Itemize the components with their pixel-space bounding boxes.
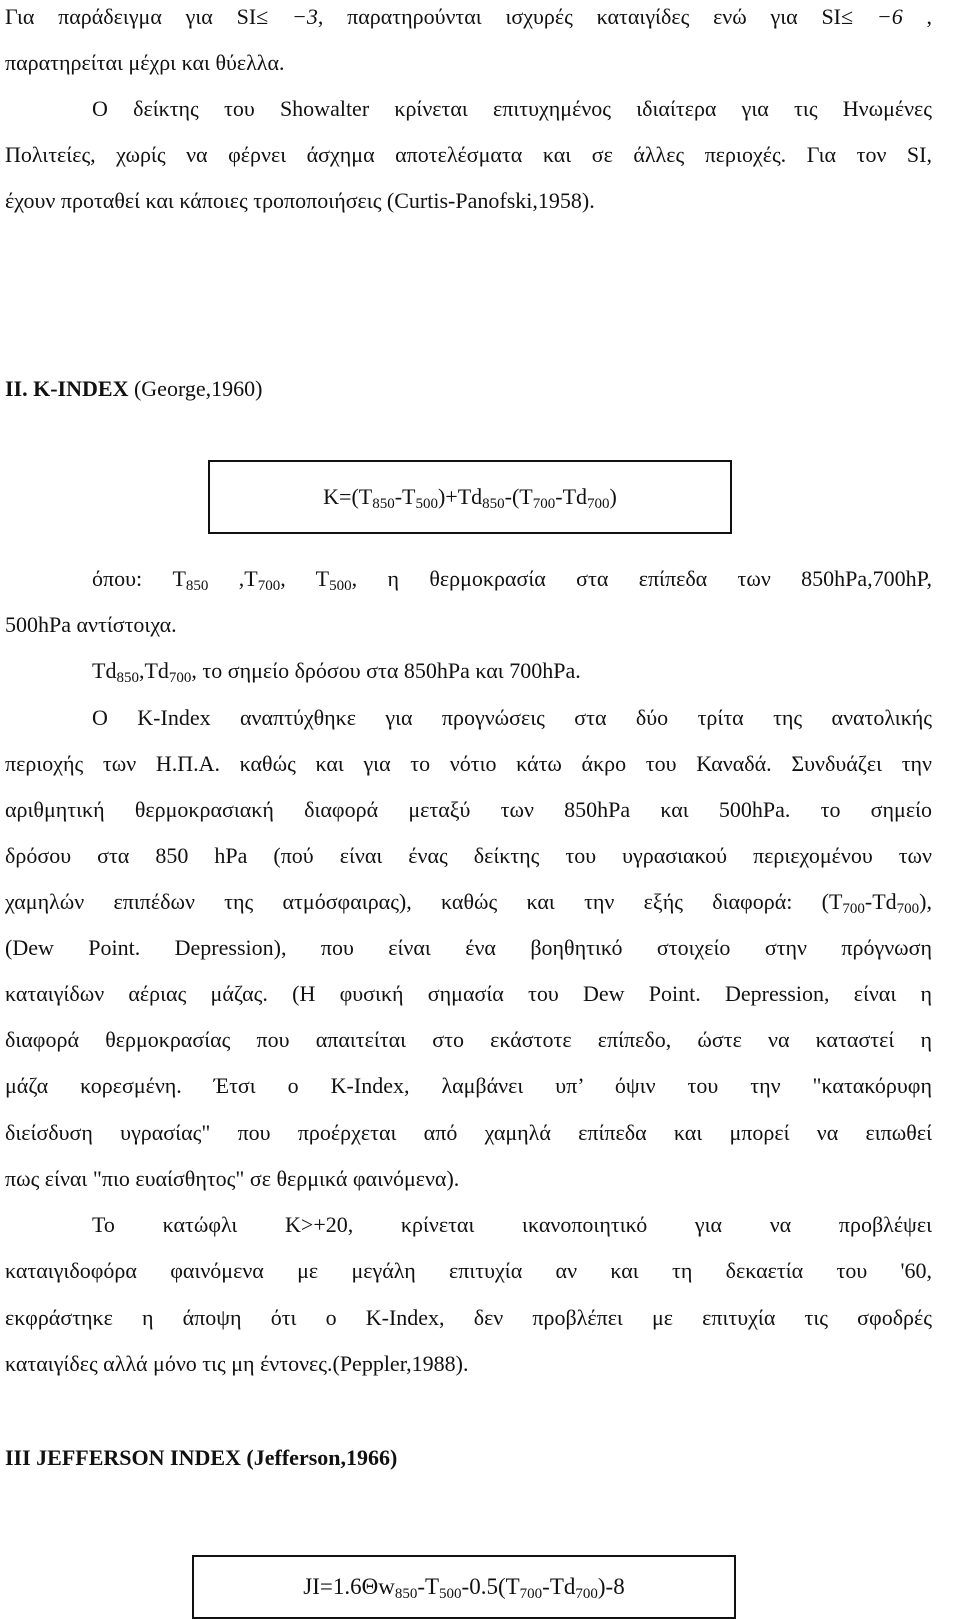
math-value: −3	[268, 4, 318, 29]
text-fragment: όπου: T	[92, 566, 186, 591]
subscript: 700	[168, 670, 192, 686]
text-fragment: Για παράδειγμα για SI	[5, 4, 257, 29]
formula	[303, 1574, 624, 1600]
formula-part: -(T	[504, 484, 533, 509]
text-fragment: , η θερμοκρασία στα επίπεδα των 850hPa,700hP,	[351, 566, 932, 591]
text-fragment: , παρατηρούνται ισχυρές καταιγίδες ενώ για SI	[317, 4, 842, 29]
formula	[323, 484, 617, 510]
subscript: 850	[185, 578, 209, 594]
formula-part: -Td	[542, 1574, 576, 1599]
text-line: καταιγιδοφόρα φαινόμενα με μεγάλη επιτυχία αν και τη δεκαετία του '60,	[5, 1258, 932, 1283]
text-line: Το κατώφλι K>+20, κρίνεται ικανοποιητικό για να προβλέψει	[92, 1212, 932, 1237]
formula-part: -T	[417, 1574, 440, 1599]
text-fragment: -Td	[864, 889, 897, 914]
text-fragment: , το σημείο δρόσου στα 850hPa και 700hPa.	[191, 658, 581, 683]
subscript: 700	[575, 1586, 598, 1602]
formula-part: -0.5(T	[461, 1574, 520, 1599]
formula-part: )-8	[597, 1574, 625, 1599]
section-heading: ΙΙΙ JEFFERSON INDEX (Jefferson,1966)	[5, 1445, 398, 1470]
text-line: Πολιτείες, χωρίς να φέρνει άσχημα αποτελέσματα και σε άλλες περιοχές. Για τον SI,	[5, 142, 932, 167]
subscript: 850	[394, 1586, 418, 1602]
subscript: 850	[116, 670, 139, 686]
text-line: διαφορά θερμοκρασίας που απαιτείται στο εκάστοτε επίπεδο, ώστε να καταστεί η	[5, 1027, 932, 1052]
text-fragment: ,Td	[138, 658, 169, 683]
subscript: 700	[257, 578, 281, 594]
less-equal-symbol: ≤	[256, 4, 269, 29]
text-line	[92, 655, 932, 687]
subscript: 850	[372, 496, 395, 512]
text-fragment: ,T	[208, 566, 258, 591]
jefferson-formula-box	[192, 1555, 736, 1619]
subscript: 700	[519, 1586, 543, 1602]
text-fragment: χαμηλών επιπέδων της ατμόσφαιρας), καθώς και την εξής διαφορά: (T	[5, 889, 843, 914]
text-line: εκφράστηκε η άποψη ότι ο K-Index, δεν προβλέπει με επιτυχία τις σφοδρές	[5, 1305, 932, 1330]
text-fragment: , T	[280, 566, 330, 591]
text-fragment: ,	[902, 4, 932, 29]
formula-part: JI=1.6Θw	[303, 1574, 395, 1599]
text-line: καταιγίδες αλλά μόνο τις μη έντονες.(Peppler,1988).	[5, 1351, 469, 1376]
subscript: 700	[896, 901, 920, 917]
text-line: δρόσου στα 850 hPa (πού είναι ένας δείκτης του υγρασιακού περιεχομένου των	[5, 843, 932, 868]
text-line	[5, 886, 932, 918]
math-value: −6	[853, 4, 903, 29]
text-line: μάζα κορεσμένη. Έτσι ο K-Index, λαμβάνει υπ’ όψιν του την "κατακόρυφη	[5, 1073, 932, 1098]
formula-part: K=(T	[323, 484, 373, 509]
text-line: 500hPa αντίστοιχα.	[5, 612, 177, 637]
subscript: 700	[842, 901, 865, 917]
text-line: Ο δείκτης του Showalter κρίνεται επιτυχημένος ιδιαίτερα για τις Ηνωμένες	[92, 96, 932, 121]
formula-part: -T	[394, 484, 416, 509]
text-line: διείσδυση υγρασίας" που προέρχεται από χαμηλά επίπεδα και μπορεί να ειπωθεί	[5, 1120, 932, 1145]
heading-citation: (George,1960)	[128, 376, 263, 401]
text-line: περιοχής των Η.Π.Α. καθώς και για το νότιο κάτω άκρο του Καναδά. Συνδυάζει την	[5, 751, 932, 776]
heading-bold: ΙΙ. K-INDEX	[5, 376, 129, 401]
text-line: πως είναι "πιο ευαίσθητος" σε θερμικά φαινόμενα).	[5, 1166, 460, 1191]
text-line: καταιγίδων αέριας μάζας. (Η φυσική σημασία του Dew Point. Depression, είναι η	[5, 981, 932, 1006]
formula-part: )	[609, 484, 617, 509]
subscript: 850	[482, 496, 505, 512]
text-fragment: ),	[919, 889, 932, 914]
text-line: αριθμητική θερμοκρασιακή διαφορά μεταξύ των 850hPa και 500hPa. το σημείο	[5, 797, 932, 822]
k-index-formula-box	[208, 460, 732, 534]
formula-part: -Td	[555, 484, 588, 509]
less-equal-symbol: ≤	[841, 4, 854, 29]
text-line: (Dew Point. Depression), που είναι ένα βοηθητικό στοιχείο στην πρόγνωση	[5, 935, 932, 960]
subscript: 500	[439, 1586, 462, 1602]
subscript: 700	[532, 496, 556, 512]
text-line	[5, 1, 932, 33]
text-line: Ο K-Index αναπτύχθηκε για προγνώσεις στα δύο τρίτα της ανατολικής	[92, 705, 932, 730]
subscript: 500	[329, 578, 352, 594]
text-line	[92, 563, 932, 595]
subscript: 700	[587, 496, 610, 512]
subscript: 500	[415, 496, 438, 512]
formula-part: )+Td	[437, 484, 483, 509]
section-heading	[5, 373, 932, 405]
text-fragment: Td	[92, 658, 117, 683]
text-line: παρατηρείται μέχρι και θύελλα.	[5, 50, 285, 75]
text-line: έχουν προταθεί και κάποιες τροποποιήσεις (Curtis-Panofski,1958).	[5, 188, 595, 213]
